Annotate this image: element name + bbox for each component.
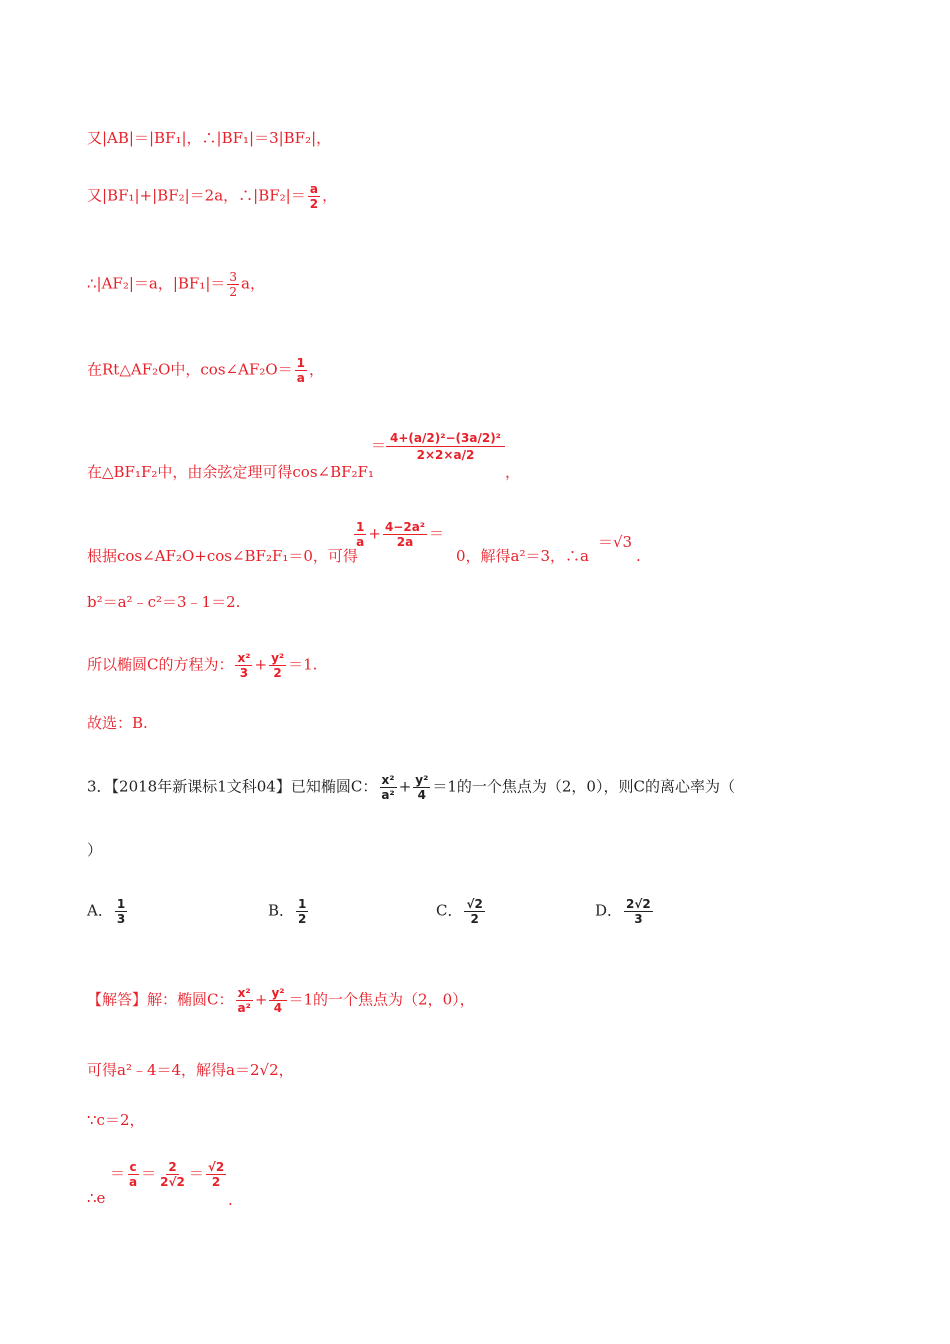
a-result: ＝√3	[598, 533, 633, 551]
eccentricity-expression: ＝ $\frac{c}{a}$ ＝ $\frac{2}{2√2}$ ＝ $\frac{√2}{2}$	[110, 1160, 225, 1189]
answer-line-1: 【解答】解：椭圆C： $\frac{\text{x²}}{\text{a²}}$ + $\frac{\text{y²}}{4}$ ＝1的一个焦点为（2，0），	[87, 986, 475, 1015]
option-a[interactable]: A． $\frac{1}{3}$	[87, 897, 126, 926]
solution-line-8: 所以椭圆C的方程为： $\frac{\text{x²}}{3}$ + $\frac{\text{y²}}{2}$ ＝1.	[87, 651, 318, 680]
answer-tag: 【解答】	[87, 990, 148, 1009]
fraction-3-over-2: $\frac{3}{2}$	[229, 270, 238, 299]
answer-line-2: 可得a²﹣4＝4，解得a＝2√2，	[87, 1061, 294, 1079]
answer-line-4: ∴e	[87, 1189, 106, 1207]
fraction-a-over-2: $\frac{a}{2}$	[309, 182, 319, 211]
solution-line-4: 在Rt△AF₂O中，cos∠AF₂O＝ $\frac{1}{a}$ ，	[87, 356, 325, 385]
solution-line-2: 又|BF₁|+|BF₂|＝2a，∴|BF₂|＝ $\frac{a}{2}$ ，	[87, 182, 338, 211]
cosine-law-expression: ＝ $\frac{\text{4+(a/2)²−(3a/2)²}}{2\times 2\times a/2}$	[371, 430, 505, 463]
fraction-1-over-a: $\frac{1}{a}$	[296, 356, 306, 385]
option-c[interactable]: C． $\frac{√2}{2}$	[436, 897, 483, 926]
solution-line-1: 又|AB|＝|BF₁|，∴|BF₁|＝3|BF₂|，	[87, 129, 332, 147]
solution-line-6: 根据cos∠AF₂O+cos∠BF₂F₁＝0，可得	[87, 547, 358, 565]
solution-line-5: 在△BF₁F₂中，由余弦定理可得cos∠BF₂F₁	[87, 463, 374, 481]
cosine-law-fraction: $\frac{\text{4+(a/2)²−(3a/2)²}}{2\times 2\times a/2}$	[386, 430, 505, 463]
line-6-end: .	[636, 547, 641, 565]
sum-equation: $\frac{1}{a}$ + $\frac{\text{4−2a²}}{2a}$ ＝	[356, 520, 445, 549]
question-3: 3．【2018年新课标1文科04】已知椭圆C： $\frac{\text{x²}}{\text{a²}}$ + $\frac{\text{y²}}{4}$ ＝1的一个焦点为（2，0），则C的离心率为（	[87, 773, 735, 802]
line-5-comma: ，	[505, 463, 521, 481]
option-b[interactable]: B． $\frac{1}{2}$	[268, 897, 307, 926]
solution-line-3: ∴|AF₂|＝a，|BF₁|＝ $\frac{3}{2}$ a，	[87, 270, 265, 299]
solution-line-9: 故选：B.	[87, 714, 148, 732]
solution-line-7: b²＝a²﹣c²＝3﹣1＝2.	[87, 593, 241, 611]
line-2-text: 又|BF₁|+|BF₂|＝2a，∴|BF₂|＝	[87, 186, 306, 205]
option-d[interactable]: D． $\frac{2√2}{3}$	[595, 897, 651, 926]
answer-line-3: ∵c＝2，	[87, 1111, 145, 1129]
question-close-paren: ）	[87, 841, 103, 859]
line-6-solve: 0，解得a²＝3，∴a	[456, 547, 589, 565]
answer-line-4-end: .	[228, 1191, 233, 1209]
